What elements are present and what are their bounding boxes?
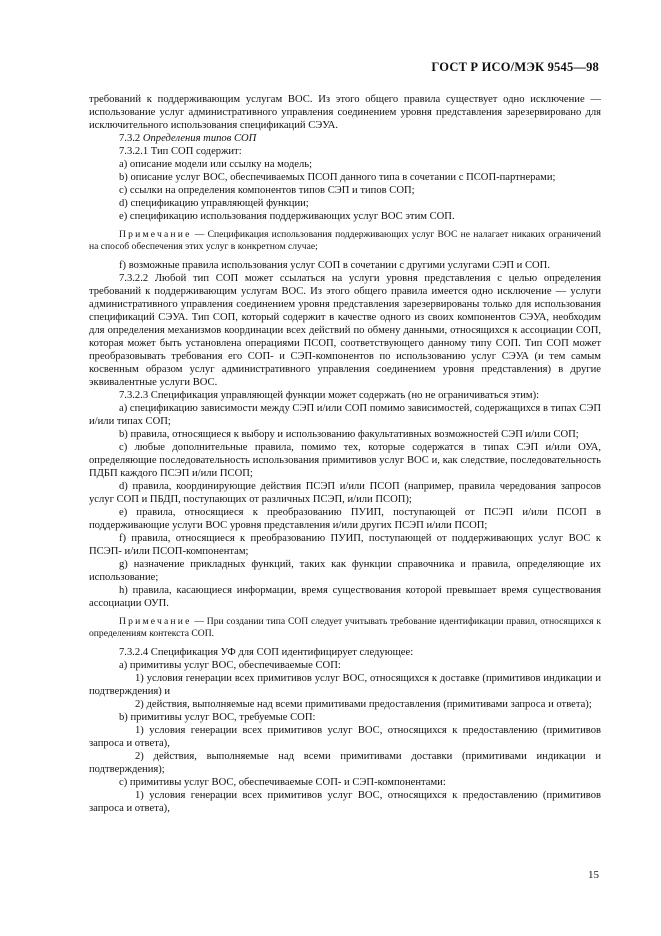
- note-text: — При создании типа СОП следует учитывать требование идентификации правил, относящихся к определениям контекста СОП.: [89, 616, 601, 639]
- list-item: f) правила, относящиеся к преобразованию ПУИП, поступающей от поддерживающих услуг ВОС к ПСЭП- и/или ПСОП-компонентам;: [89, 533, 601, 557]
- sub-list-text: 1) условия генерации всех примитивов услуг ВОС, относящихся к доставке (примитивов индикации и подтверждения) и: [89, 673, 601, 697]
- sub-list-text: 1) условия генерации всех примитивов услуг ВОС, относящихся к предоставлению (примитивов запроса и ответа),: [89, 790, 601, 814]
- sub-list-item: [89, 698, 601, 711]
- list-item: а) примитивы услуг ВОС, обеспечиваемые СОП:: [119, 660, 341, 671]
- paragraph: требований к поддерживающим услугам ВОС. Из этого общего правила существует одно исключение — использование услуг административного управления соединением уровня представления зарезервировано для исключительного использования спецификаций СЭУА.: [89, 94, 601, 131]
- list-item: а) спецификацию зависимости между СЭП и/или СОП помимо зависимостей, содержащихся в типах СЭП и/или типах СОП;: [89, 403, 601, 427]
- document-header: ГОСТ Р ИСО/МЭК 9545—98: [431, 60, 599, 74]
- note-text: — Спецификация использования поддерживающих услуг ВОС не налагает никаких ограничений на способ обеспечения этих услуг в конкретном случае;: [89, 229, 601, 252]
- sub-list-item: [89, 750, 601, 776]
- sub-list-item: [89, 672, 601, 698]
- note-label: Примечание: [119, 229, 192, 240]
- page-number: 15: [588, 869, 599, 881]
- list-item: е) спецификацию использования поддерживающих услуг ВОС этим СОП.: [119, 211, 455, 222]
- paragraph-7-3-2-2: 7.3.2.2 Любой тип СОП может ссылаться на услуги уровня представления с целью определения требований к поддерживающим услугам ВОС. Из этого общего правила имеется одно исключение — услуги административного управления соединением уровня представления зарезервированы только для использования спецификаций СЭУА. Тип СОП, который содержит в качестве одного из своих компонентов СЭУА, необходим для определения механизмов координации всех действий по обмену данными, относящихся к ассоциации СОП, которая может быть установлена операциями ПСОП, соответствующего данному типу СОП. Тип СОП может преобразовывать требования его СОП- и СЭП-компонентов по использованию услуг СЭУА (и тем самым косвенным образом услуг административного управления соединением уровня представления) в другие эквивалентные услуги ВОС.: [89, 273, 601, 388]
- paragraph-7-3-2-4: 7.3.2.4 Спецификация УФ для СОП идентифицирует следующее:: [119, 647, 414, 658]
- list-item: f) возможные правила использования услуг СОП в сочетании с другими услугами СЭП и СОП.: [119, 260, 550, 271]
- list-item: е) правила, относящиеся к преобразованию ПУИП, поступающей от ПСЭП и/или ПСОП в поддерживающие услуги ВОС уровня представления и/или других ПСЭП и/или ПСОП;: [89, 507, 601, 531]
- list-item: с) примитивы услуг ВОС, обеспечиваемые СОП- и СЭП-компонентами:: [119, 777, 446, 788]
- note-2: [89, 616, 601, 640]
- sub-list-text: 2) действия, выполняемые над всеми примитивами доставки (примитивами индикации и подтверждения);: [89, 751, 601, 775]
- list-item: d) спецификацию управляющей функции;: [119, 198, 309, 209]
- list-item: d) правила, координирующие действия ПСЭП и/или ПСОП (например, правила чередования запросов услуг СОП и ПБДП, поступающих от различных ПСЭП, и/или ПСОП);: [89, 481, 601, 505]
- list-item: с) ссылки на определения компонентов типов СЭП и типов СОП;: [119, 185, 415, 196]
- list-item: а) описание модели или ссылку на модель;: [119, 159, 313, 170]
- sub-list-text: 1) условия генерации всех примитивов услуг ВОС, относящихся к предоставлению (примитивов запроса и ответа),: [89, 725, 601, 749]
- list-item: h) правила, касающиеся информации, время существования которой превышает время существования ассоциации ОУП.: [89, 585, 601, 609]
- sub-list-text: 2) действия, выполняемые над всеми примитивами предоставления (примитивами запроса и ответа);: [135, 699, 592, 710]
- list-item: b) описание услуг ВОС, обеспечиваемых ПСОП данного типа в сочетании с ПСОП-партнерами;: [119, 172, 556, 183]
- section-title: Определения типов СОП: [142, 133, 257, 144]
- page-body: [89, 93, 601, 815]
- list-item: b) правила, относящиеся к выбору и использованию факультативных возможностей СЭП и/или СОП;: [119, 429, 579, 440]
- sub-list-item: [89, 724, 601, 750]
- section-heading-7-3-2: [89, 132, 601, 145]
- list-item: g) назначение прикладных функций, таких как функции справочника и правила, определяющие их использование;: [89, 559, 601, 583]
- list-item: с) любые дополнительные правила, помимо тех, которые содержатся в типах СЭП и/или ОУА, определяющие последовательность использования примитивов услуг ВОС и, как следствие, последовательность ПДБП каждого ПСЭП и/или ПСОП;: [89, 442, 601, 479]
- section-number: 7.3.2: [119, 133, 141, 144]
- list-item: b) примитивы услуг ВОС, требуемые СОП:: [119, 712, 316, 723]
- note-label: Примечание: [119, 616, 192, 627]
- sub-list-item: [89, 789, 601, 815]
- paragraph-7-3-2-3: 7.3.2.3 Спецификация управляющей функции может содержать (но не ограничиваться этим):: [119, 390, 540, 401]
- note-1: [89, 229, 601, 253]
- paragraph-7-3-2-1: 7.3.2.1 Тип СОП содержит:: [119, 146, 242, 157]
